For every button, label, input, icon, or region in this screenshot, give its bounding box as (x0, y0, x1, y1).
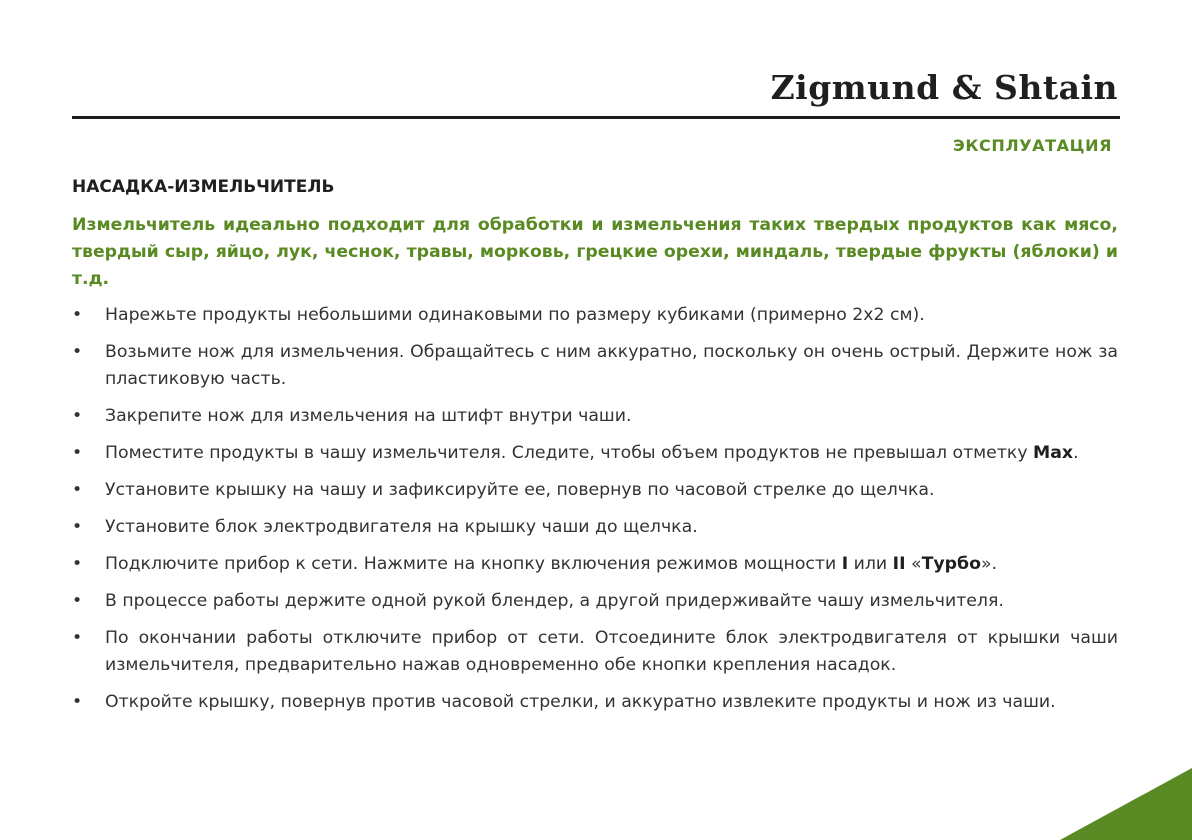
list-item (72, 477, 1118, 504)
list-item (72, 440, 1118, 467)
page-heading: НАСАДКА-ИЗМЕЛЬЧИТЕЛЬ (72, 177, 335, 197)
intro-paragraph: Измельчитель идеально подходит для обработки и измельчения таких твердых продуктов как мясо, твердый сыр, яйцо, лук, чеснок, травы, морковь, грецкие орехи, миндаль, твердые фрукты (яблоки) и т.д. (72, 215, 1118, 289)
step-text: Нарежьте продукты небольшими одинаковыми по размеру кубиками (примерно 2х2 см). (105, 305, 925, 325)
bullet-icon: • (72, 342, 83, 362)
list-item (72, 689, 1118, 716)
step-text-mid: или (848, 554, 893, 574)
bullet-icon: • (72, 406, 83, 426)
steps-list (72, 302, 1118, 726)
step-text: В процессе работы держите одной рукой блендер, а другой придерживайте чашу измельчителя. (105, 591, 1004, 611)
list-item (72, 302, 1118, 329)
step-text: Поместите продукты в чашу измельчителя. Следите, чтобы объем продуктов не превышал отметку (105, 443, 1034, 463)
bullet-icon: • (72, 554, 83, 574)
brand-logo: Zigmund & Shtain (770, 68, 1118, 107)
step-text: Установите блок электродвигателя на крышку чаши до щелчка. (105, 517, 698, 537)
list-item (72, 625, 1118, 679)
list-item (72, 551, 1118, 578)
step-text: Откройте крышку, повернув против часовой стрелки, и аккуратно извлеките продукты и нож из чаши. (105, 692, 1056, 712)
section-label: ЭКСПЛУАТАЦИЯ (952, 136, 1112, 155)
bullet-icon: • (72, 480, 83, 500)
step-text-mid2: « (905, 554, 922, 574)
bullet-icon: • (72, 305, 83, 325)
corner-decoration (1060, 768, 1192, 840)
step-text: Подключите прибор к сети. Нажмите на кнопку включения режимов мощности (105, 554, 842, 574)
list-item (72, 514, 1118, 541)
max-mark: Max (1033, 443, 1074, 463)
mode-two: II (892, 554, 906, 574)
header-divider (72, 116, 1120, 119)
step-text-end: . (1073, 443, 1079, 463)
list-item (72, 588, 1118, 615)
step-text-end: ». (980, 554, 998, 574)
bullet-icon: • (72, 443, 83, 463)
step-text: Закрепите нож для измельчения на штифт внутри чаши. (105, 406, 632, 426)
list-item (72, 403, 1118, 430)
step-text: Возьмите нож для измельчения. Обращайтесь с ним аккуратно, поскольку он очень острый. Держите нож за пластиковую часть. (105, 342, 1118, 389)
turbo-mode: Турбо (921, 554, 981, 574)
mode-one: I (841, 554, 849, 574)
bullet-icon: • (72, 628, 83, 648)
bullet-icon: • (72, 692, 83, 712)
list-item (72, 339, 1118, 393)
bullet-icon: • (72, 517, 83, 537)
step-text: По окончании работы отключите прибор от сети. Отсоедините блок электродвигателя от крышки чаши измельчителя, предварительно нажав одновременно обе кнопки крепления насадок. (105, 628, 1118, 675)
bullet-icon: • (72, 591, 83, 611)
step-text: Установите крышку на чашу и зафиксируйте ее, повернув по часовой стрелке до щелчка. (105, 480, 935, 500)
